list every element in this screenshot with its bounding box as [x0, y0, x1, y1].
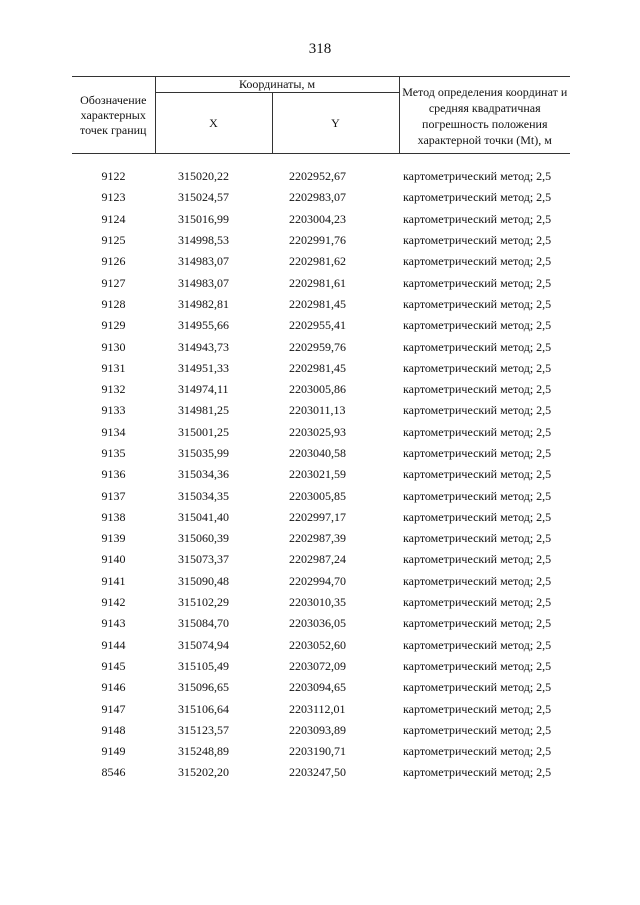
- cell-x: 315035,99: [178, 446, 229, 460]
- table-row: [72, 528, 570, 549]
- cell-y: 2203025,93: [289, 424, 346, 439]
- cell-point-id: 9131: [101, 360, 126, 375]
- cell-y: 2203040,58: [289, 446, 346, 460]
- cell-x: 314998,53: [178, 233, 229, 248]
- cell-method: картометрический метод; 2,5: [403, 318, 552, 333]
- cell-y: 2203010,35: [289, 595, 346, 610]
- cell-point-id: 9148: [101, 722, 126, 737]
- cell-method: картометрический метод; 2,5: [403, 552, 552, 567]
- cell-x: 315041,40: [178, 509, 229, 524]
- table-row: [72, 422, 570, 443]
- cell-method: картометрический метод; 2,5: [403, 467, 552, 482]
- cell-y: 2203036,05: [289, 616, 346, 631]
- cell-point-id: 9128: [101, 296, 126, 311]
- cell-method: картометрический метод; 2,5: [403, 573, 552, 588]
- cell-x: 315074,94: [178, 637, 229, 652]
- cell-x: 315001,25: [178, 424, 229, 439]
- table-row: [72, 209, 570, 230]
- cell-x: 315090,48: [178, 573, 229, 588]
- cell-y: 2202981,61: [289, 275, 346, 290]
- cell-x: 314983,07: [178, 275, 229, 290]
- cell-method: картометрический метод; 2,5: [403, 190, 552, 205]
- table-row: [72, 549, 570, 570]
- cell-point-id: 9132: [101, 382, 126, 397]
- cell-x: 314955,66: [178, 318, 229, 333]
- cell-x: 315248,89: [178, 744, 229, 759]
- cell-x: 315034,36: [178, 467, 229, 482]
- cell-y: 2202959,76: [289, 339, 346, 354]
- cell-point-id: 9125: [101, 233, 126, 248]
- cell-method: картометрический метод; 2,5: [403, 637, 552, 652]
- cell-y: 2202997,17: [289, 509, 346, 524]
- cell-y: 2203072,09: [289, 658, 346, 673]
- cell-y: 2203112,01: [289, 701, 346, 716]
- cell-y: 2203005,85: [289, 488, 346, 503]
- cell-method: картометрический метод; 2,5: [403, 509, 552, 524]
- cell-method: картометрический метод; 2,5: [403, 360, 552, 375]
- cell-method: картометрический метод; 2,5: [403, 595, 552, 610]
- cell-point-id: 9130: [101, 339, 126, 354]
- cell-point-id: 9134: [101, 424, 126, 439]
- cell-y: 2203004,23: [289, 211, 346, 226]
- cell-point-id: 9133: [101, 403, 126, 418]
- cell-method: картометрический метод; 2,5: [403, 616, 552, 631]
- cell-method: картометрический метод; 2,5: [403, 233, 552, 248]
- cell-y: 2203052,60: [289, 637, 346, 652]
- cell-y: 2202981,45: [289, 296, 346, 311]
- cell-method: картометрический метод; 2,5: [403, 382, 552, 397]
- header-coordinates: Координаты, м: [155, 77, 399, 93]
- cell-method: картометрический метод; 2,5: [403, 488, 552, 503]
- cell-y: 2202952,67: [289, 169, 346, 184]
- table-row: [72, 294, 570, 315]
- cell-point-id: 9146: [101, 680, 126, 695]
- cell-y: 2202981,45: [289, 360, 346, 375]
- cell-y: 2202987,39: [289, 531, 346, 546]
- cell-point-id: 9126: [101, 254, 126, 269]
- cell-method: картометрический метод; 2,5: [403, 701, 552, 716]
- cell-x: 314974,11: [178, 382, 229, 397]
- table-row: [72, 272, 570, 293]
- cell-point-id: 9140: [101, 552, 126, 567]
- header-x: X: [155, 93, 272, 154]
- cell-point-id: 9136: [101, 467, 126, 482]
- cell-x: 315073,37: [178, 552, 229, 567]
- cell-point-id: 9139: [101, 531, 126, 546]
- cell-point-id: 9144: [101, 637, 126, 652]
- table-row: [72, 464, 570, 485]
- table-row: [72, 571, 570, 592]
- cell-point-id: 9138: [101, 509, 126, 524]
- cell-y: 2202991,76: [289, 233, 346, 248]
- table-row: [72, 656, 570, 677]
- cell-y: 2202987,24: [289, 552, 346, 567]
- cell-y: 2203247,50: [289, 765, 346, 780]
- cell-method: картометрический метод; 2,5: [403, 296, 552, 311]
- table-row: [72, 592, 570, 613]
- cell-method: картометрический метод; 2,5: [403, 275, 552, 290]
- cell-x: 314951,33: [178, 360, 229, 375]
- cell-point-id: 8546: [101, 765, 126, 780]
- table-row: [72, 336, 570, 357]
- cell-y: 2202994,70: [289, 573, 346, 588]
- cell-x: 314983,07: [178, 254, 229, 269]
- cell-point-id: 9137: [101, 488, 126, 503]
- cell-x: 315102,29: [178, 595, 229, 610]
- cell-point-id: 9141: [101, 573, 126, 588]
- cell-y: 2202955,41: [289, 318, 346, 333]
- cell-point-id: 9147: [101, 701, 126, 716]
- cell-method: картометрический метод; 2,5: [403, 254, 552, 269]
- cell-method: картометрический метод; 2,5: [403, 680, 552, 695]
- cell-y: 2203094,65: [289, 680, 346, 695]
- cell-y: 2202983,07: [289, 190, 346, 205]
- header-y: Y: [272, 93, 399, 154]
- page-number: 318: [308, 41, 332, 57]
- table-row: [72, 358, 570, 379]
- cell-y: 2203190,71: [289, 744, 346, 759]
- header-method: Метод определения координат и средняя квадратичная погрешность положения характерной точки (Mt), м: [399, 77, 570, 154]
- cell-method: картометрический метод; 2,5: [403, 424, 552, 439]
- table-row: [72, 400, 570, 421]
- cell-point-id: 9127: [101, 275, 126, 290]
- cell-x: 314943,73: [178, 339, 229, 354]
- table-row: [72, 762, 570, 783]
- cell-method: картометрический метод; 2,5: [403, 658, 552, 673]
- table-row: [72, 698, 570, 719]
- table-row: [72, 154, 570, 188]
- cell-x: 315123,57: [178, 722, 229, 737]
- cell-y: 2203005,86: [289, 382, 346, 397]
- cell-x: 314981,25: [178, 403, 229, 418]
- table-row: [72, 677, 570, 698]
- cell-point-id: 9122: [101, 169, 126, 184]
- cell-x: 315016,99: [178, 211, 229, 226]
- cell-point-id: 9145: [101, 658, 126, 673]
- table-row: [72, 379, 570, 400]
- cell-point-id: 9123: [101, 190, 126, 205]
- cell-x: 315202,20: [178, 765, 229, 780]
- table-row: [72, 741, 570, 762]
- table-row: [72, 485, 570, 506]
- cell-method: картометрический метод; 2,5: [403, 765, 552, 780]
- cell-method: картометрический метод; 2,5: [403, 169, 552, 184]
- cell-x: 315106,64: [178, 701, 229, 716]
- table-row: [72, 251, 570, 272]
- cell-x: 314982,81: [178, 296, 229, 311]
- cell-y: 2203093,89: [289, 722, 346, 737]
- coordinates-table: [72, 76, 570, 784]
- cell-x: 315020,22: [178, 169, 229, 184]
- table-row: [72, 230, 570, 251]
- cell-x: 315024,57: [178, 190, 229, 205]
- cell-method: картометрический метод; 2,5: [403, 722, 552, 737]
- cell-method: картометрический метод; 2,5: [403, 211, 552, 226]
- cell-x: 315105,49: [178, 658, 229, 673]
- table-row: [72, 443, 570, 464]
- header-point: Обозначение характерных точек границ: [72, 77, 155, 154]
- cell-y: 2203021,59: [289, 467, 346, 482]
- table-row: [72, 187, 570, 208]
- table-row: [72, 507, 570, 528]
- cell-y: 2203011,13: [289, 403, 346, 418]
- cell-method: картометрический метод; 2,5: [403, 403, 552, 418]
- cell-x: 315084,70: [178, 616, 229, 631]
- coordinates-table-container: [72, 76, 570, 784]
- cell-x: 315096,65: [178, 680, 229, 695]
- cell-point-id: 9129: [101, 318, 126, 333]
- table-header: [72, 77, 570, 154]
- table-row: [72, 720, 570, 741]
- table-row: [72, 613, 570, 634]
- cell-y: 2202981,62: [289, 254, 346, 269]
- table-body: [72, 154, 570, 784]
- cell-x: 315060,39: [178, 531, 229, 546]
- cell-method: картометрический метод; 2,5: [403, 531, 552, 546]
- cell-method: картометрический метод; 2,5: [403, 446, 552, 460]
- cell-method: картометрический метод; 2,5: [403, 339, 552, 354]
- table-row: [72, 635, 570, 656]
- cell-x: 315034,35: [178, 488, 229, 503]
- cell-point-id: 9142: [101, 595, 126, 610]
- cell-point-id: 9149: [101, 744, 126, 759]
- cell-point-id: 9124: [101, 211, 126, 226]
- table-row: [72, 315, 570, 336]
- cell-method: картометрический метод; 2,5: [403, 744, 552, 759]
- cell-point-id: 9135: [101, 446, 126, 460]
- cell-point-id: 9143: [101, 616, 126, 631]
